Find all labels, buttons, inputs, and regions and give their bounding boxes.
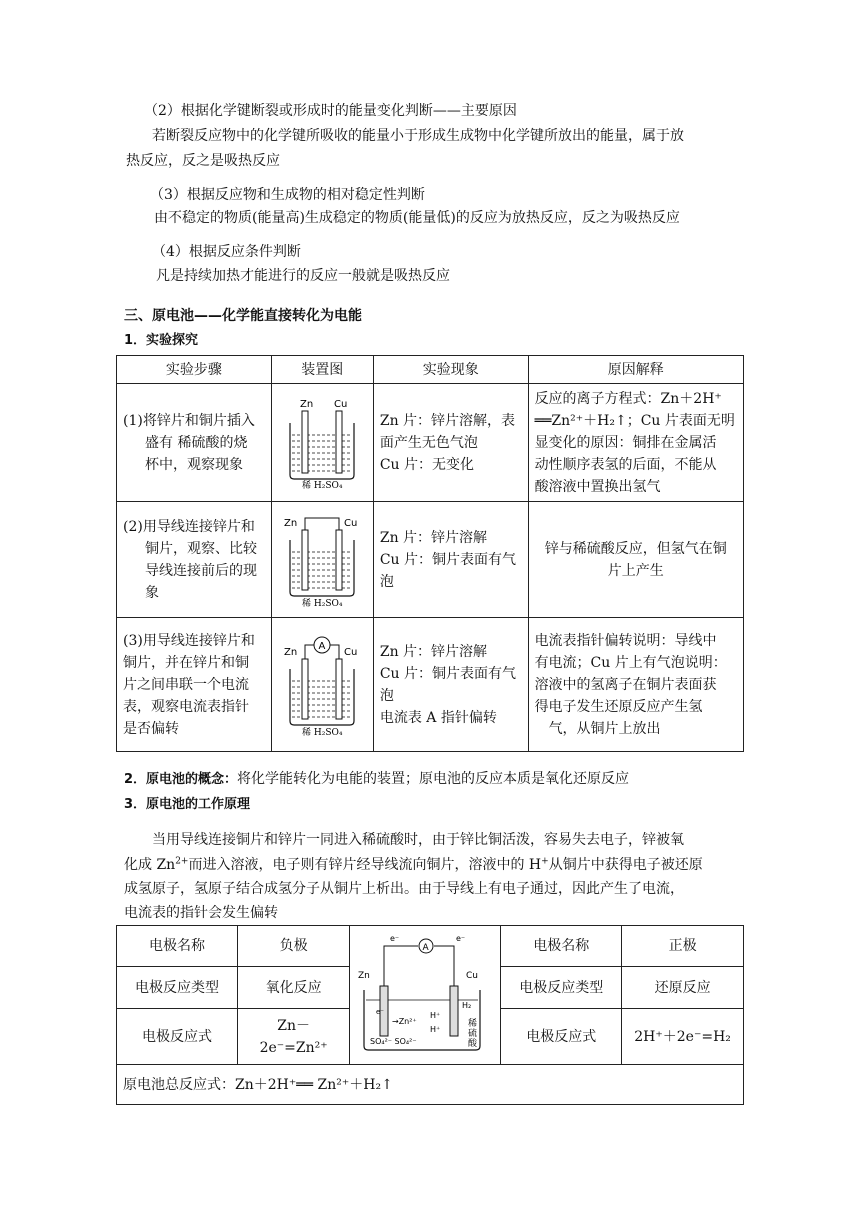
experiment-table <box>116 355 744 752</box>
row2-phenomenon: Zn 片：锌片溶解 Cu 片：铜片表面有气 泡 <box>373 502 528 618</box>
svg-text:Cu: Cu <box>466 970 479 981</box>
svg-text:Zn: Zn <box>358 970 371 981</box>
label-equation-pos: 电极反应式 <box>501 1009 622 1065</box>
header-step: 实验步骤 <box>117 356 272 384</box>
cell-figure <box>350 926 501 1065</box>
value-equation-pos: 2H⁺＋2e⁻=H₂ <box>622 1009 744 1065</box>
row1-phenomenon: Zn 片：锌片溶解，表 面产生无色气泡 Cu 片：无变化 <box>373 384 528 502</box>
principle-line-1: 当用导线连接铜片和锌片一同进入稀硫酸时，由于锌比铜活泼，容易失去电子，锌被氧 <box>152 832 684 848</box>
principle-line-2: 化成 $Zn^{2+}$而进入溶液，电子则有锌片经导线流向铜片，溶液中的 H+从铜片中获得电子被还原 <box>124 856 703 873</box>
concept-label: 2．原电池的概念： <box>124 772 238 787</box>
svg-text:H⁺: H⁺ <box>430 1024 441 1034</box>
row1-reason: 反应的离子方程式：Zn＋2H⁺ ══Zn²⁺＋H₂↑；Cu 片表面无明 显变化的原因：铜排在金属活 动性顺序表氢的后面，不能从 酸溶液中置换出氢气 <box>528 384 743 502</box>
svg-text:A: A <box>318 641 326 652</box>
electrode-table <box>116 925 744 1105</box>
concept-line <box>124 769 629 790</box>
svg-text:Zn: Zn <box>284 647 298 658</box>
galvanic-cell-figure <box>350 928 500 1056</box>
s4-body: 凡是持续加热才能进行的反应一般就是吸热反应 <box>156 268 450 284</box>
heading-experiment: 1．实验探究 <box>124 333 199 348</box>
principle-line-3: 成氢原子，氢原子结合成氢分子从铜片上析出。由于导线上有电子通过，因此产生了电流， <box>124 881 684 897</box>
svg-text:Zn: Zn <box>300 399 314 410</box>
s2-body-2: 热反应，反之是吸热反应 <box>126 153 280 169</box>
label-equation-neg: 电极反应式 <box>117 1009 238 1065</box>
value-negative: 负极 <box>237 926 349 967</box>
svg-text:Cu: Cu <box>344 518 358 529</box>
section-heading-3: 三、原电池——化学能直接转化为电能 <box>124 308 362 324</box>
total-reaction: 原电池总反应式：Zn＋2H⁺══ Zn²⁺＋H₂↑ <box>117 1065 744 1105</box>
svg-text:e⁻: e⁻ <box>456 933 466 943</box>
header-phenomenon: 实验现象 <box>373 356 528 384</box>
svg-text:硫: 硫 <box>468 1028 478 1039</box>
svg-text:A: A <box>422 942 429 953</box>
s2-body-1: 若断裂反应物中的化学键所吸收的能量小于形成生成物中化学键所放出的能量，属于放 <box>152 128 684 144</box>
svg-text:Cu: Cu <box>334 399 348 410</box>
concept-text: 将化学能转化为电能的装置；原电池的反应本质是氧化还原反应 <box>237 771 630 787</box>
row3-figure <box>271 618 373 752</box>
row2-figure <box>271 502 373 618</box>
header-figure: 装置图 <box>271 356 373 384</box>
row3-phenomenon: Zn 片：锌片溶解 Cu 片：铜片表面有气 泡 电流表 A 指针偏转 <box>373 618 528 752</box>
s3-title: （3）根据反应物和生成物的相对稳定性判断 <box>150 187 425 203</box>
svg-text:稀: 稀 <box>468 1018 478 1029</box>
s3-body: 由不稳定的物质(能量高)生成稳定的物质(能量低)的反应为放热反应，反之为吸热反应 <box>154 210 680 226</box>
svg-text:稀 H₂SO₄: 稀 H₂SO₄ <box>302 481 343 489</box>
s2-title: （2）根据化学键断裂或形成时的能量变化判断——主要原因 <box>144 103 517 119</box>
value-oxidation: 氧化反应 <box>237 967 349 1009</box>
beaker-figure-3 <box>280 625 364 737</box>
svg-text:H⁺: H⁺ <box>430 1010 441 1020</box>
heading-principle: 3．原电池的工作原理 <box>124 797 251 812</box>
value-positive: 正极 <box>622 926 744 967</box>
label-reaction-type-pos: 电极反应类型 <box>501 967 622 1009</box>
label-electrode-name-neg: 电极名称 <box>117 926 238 967</box>
row2-step: (2)用导线连接锌片和 铜片，观察、比较 导线连接前后的现 象 <box>117 502 272 618</box>
svg-text:H₂: H₂ <box>462 1000 472 1010</box>
header-reason: 原因解释 <box>528 356 743 384</box>
svg-text:Zn: Zn <box>284 518 298 529</box>
svg-text:SO₄²⁻ SO₄²⁻: SO₄²⁻ SO₄²⁻ <box>370 1036 417 1046</box>
svg-text:酸: 酸 <box>468 1038 478 1049</box>
row2-reason: 锌与稀硫酸反应，但氢气在铜 片上产生 <box>528 502 743 618</box>
row3-reason: 电流表指针偏转说明：导线中 有电流；Cu 片上有气泡说明： 溶液中的氢离子在铜片表面获 得电子发生还原反应产生氢 气，从铜片上放出 <box>528 618 743 752</box>
label-reaction-type-neg: 电极反应类型 <box>117 967 238 1009</box>
beaker-figure-1 <box>280 389 364 489</box>
svg-text:e⁻: e⁻ <box>390 933 400 943</box>
label-electrode-name-pos: 电极名称 <box>501 926 622 967</box>
beaker-figure-2 <box>280 504 364 608</box>
svg-text:稀 H₂SO₄: 稀 H₂SO₄ <box>302 728 343 737</box>
value-equation-neg: Zn－2e⁻=Zn²⁺ <box>237 1009 349 1065</box>
value-reduction: 还原反应 <box>622 967 744 1009</box>
svg-text:Cu: Cu <box>344 647 358 658</box>
svg-text:稀 H₂SO₄: 稀 H₂SO₄ <box>302 599 343 608</box>
svg-text:e⁻: e⁻ <box>376 1007 385 1016</box>
principle-line-4: 电流表的指针会发生偏转 <box>124 905 278 921</box>
row1-step: (1)将锌片和铜片插入 盛有 稀硫酸的烧 杯中，观察现象 <box>117 384 272 502</box>
s4-title: （4）根据反应条件判断 <box>152 244 301 260</box>
svg-text:→Zn²⁺: →Zn²⁺ <box>392 1016 417 1026</box>
row1-figure <box>271 384 373 502</box>
row3-step: (3)用导线连接锌片和 铜片，并在锌片和铜 片之间串联一个电流 表，观察电流表指针 是否偏转 <box>117 618 272 752</box>
